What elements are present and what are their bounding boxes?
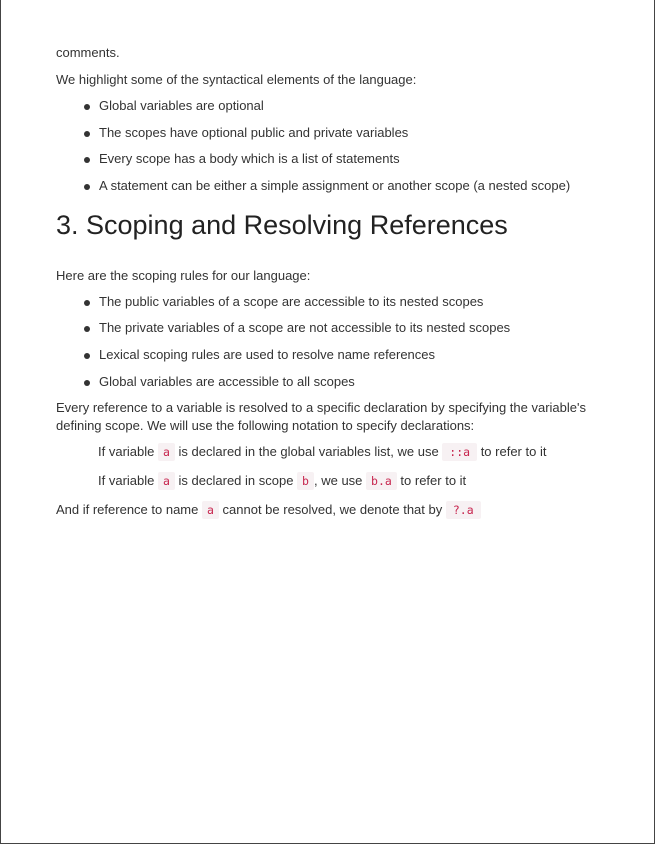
notation-global	[98, 443, 616, 461]
code-scope-b: b	[297, 472, 314, 490]
list-item: The scopes have optional public and private variables	[83, 124, 616, 142]
code-variable-a: a	[158, 472, 175, 490]
notation-text: If variable	[98, 444, 158, 460]
reference-paragraph: Every reference to a variable is resolved to a specific declaration by specifying the variable's defining scope. We will use the following notation to specify declarations:	[56, 400, 586, 434]
list-item: Lexical scoping rules are used to resolve name references	[83, 346, 616, 364]
notation-scoped	[98, 472, 616, 490]
section-heading: 3. Scoping and Resolving References	[56, 209, 508, 240]
syntax-bullet-list	[56, 97, 616, 195]
list-item: Global variables are optional	[83, 97, 616, 115]
list-item: The public variables of a scope are accessible to its nested scopes	[83, 293, 616, 311]
code-scoped-ref: b.a	[366, 472, 397, 490]
code-variable-a: a	[202, 501, 219, 519]
list-item: A statement can be either a simple assignment or another scope (a nested scope)	[83, 177, 616, 195]
list-item: Global variables are accessible to all scopes	[83, 373, 616, 391]
final-text: cannot be resolved, we denote that by	[218, 502, 446, 518]
notation-text: to refer to it	[477, 444, 547, 460]
notation-text: If variable	[98, 473, 158, 489]
syntax-intro: We highlight some of the syntactical elements of the language:	[56, 72, 417, 87]
code-variable-a: a	[158, 443, 175, 461]
scoping-rules-intro: Here are the scoping rules for our language:	[56, 267, 311, 283]
list-item: Every scope has a body which is a list of statements	[83, 150, 616, 168]
document-content	[56, 44, 616, 519]
comments-text: comments.	[56, 45, 120, 60]
notation-text: , we use	[313, 473, 367, 489]
code-unresolved-ref: ?.a	[446, 501, 481, 519]
notation-text: is declared in scope	[174, 473, 298, 489]
notation-text: to refer to it	[396, 473, 467, 489]
unresolved-paragraph	[56, 501, 616, 519]
scoping-rules-list	[56, 293, 616, 391]
notation-text: is declared in the global variables list, we use	[174, 444, 443, 460]
code-global-ref: ::a	[442, 443, 477, 461]
list-item: The private variables of a scope are not accessible to its nested scopes	[83, 319, 616, 337]
final-text: And if reference to name	[56, 502, 202, 518]
